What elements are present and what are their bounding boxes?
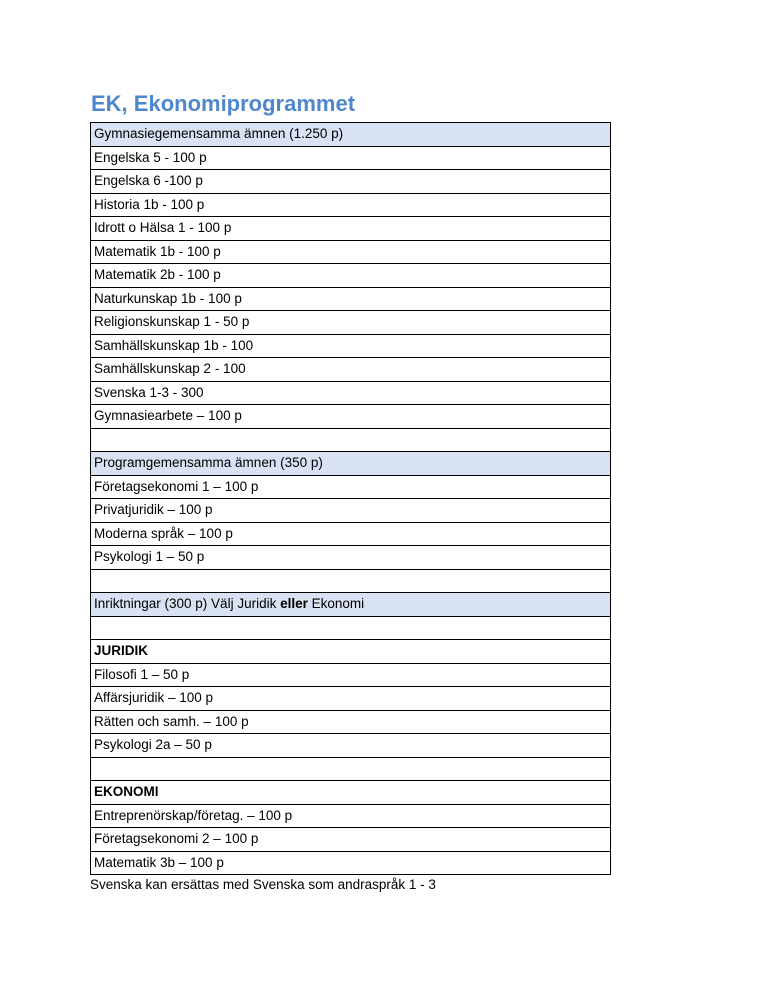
course-row xyxy=(91,240,611,264)
course-cell: Samhällskunskap 2 - 100 xyxy=(91,358,611,382)
course-cell: Matematik 1b - 100 p xyxy=(91,240,611,264)
course-row xyxy=(91,804,611,828)
course-row xyxy=(91,193,611,217)
section-header-cell: Programgemensamma ämnen (350 p) xyxy=(91,452,611,476)
course-row xyxy=(91,405,611,429)
course-cell: Rätten och samh. – 100 p xyxy=(91,710,611,734)
course-row xyxy=(91,170,611,194)
track-heading-row xyxy=(91,781,611,805)
course-cell: Psykologi 1 – 50 p xyxy=(91,546,611,570)
empty-cell xyxy=(91,616,611,640)
course-cell: Samhällskunskap 1b - 100 xyxy=(91,334,611,358)
course-row xyxy=(91,710,611,734)
header-text: Inriktningar (300 p) Välj Juridik xyxy=(94,596,281,612)
header-text: Ekonomi xyxy=(307,596,365,612)
header-emphasis: eller xyxy=(280,596,308,612)
empty-cell xyxy=(91,569,611,593)
course-cell: Matematik 3b – 100 p xyxy=(91,851,611,875)
course-table xyxy=(90,122,611,875)
course-cell: Religionskunskap 1 - 50 p xyxy=(91,311,611,335)
section-header-cell: Gymnasiegemensamma ämnen (1.250 p) xyxy=(91,123,611,147)
course-row xyxy=(91,734,611,758)
empty-row xyxy=(91,616,611,640)
empty-cell xyxy=(91,757,611,781)
course-cell: Gymnasiearbete – 100 p xyxy=(91,405,611,429)
course-row xyxy=(91,475,611,499)
course-cell: Psykologi 2a – 50 p xyxy=(91,734,611,758)
section-header-row xyxy=(91,593,611,617)
course-row xyxy=(91,358,611,382)
course-row xyxy=(91,146,611,170)
course-row xyxy=(91,663,611,687)
track-heading-row xyxy=(91,640,611,664)
course-row xyxy=(91,546,611,570)
page-title: EK, Ekonomiprogrammet xyxy=(91,91,356,116)
course-cell: Naturkunskap 1b - 100 p xyxy=(91,287,611,311)
course-cell: Idrott o Hälsa 1 - 100 p xyxy=(91,217,611,241)
course-cell: Privatjuridik – 100 p xyxy=(91,499,611,523)
course-cell: Historia 1b - 100 p xyxy=(91,193,611,217)
course-row xyxy=(91,287,611,311)
course-row xyxy=(91,264,611,288)
section-header-row xyxy=(91,452,611,476)
track-heading-cell: JURIDIK xyxy=(91,640,611,664)
empty-row xyxy=(91,757,611,781)
course-cell: Matematik 2b - 100 p xyxy=(91,264,611,288)
course-cell: Företagsekonomi 2 – 100 p xyxy=(91,828,611,852)
course-row xyxy=(91,499,611,523)
course-row xyxy=(91,851,611,875)
track-heading-cell: EKONOMI xyxy=(91,781,611,805)
course-row xyxy=(91,687,611,711)
section-header-row xyxy=(91,123,611,147)
course-row xyxy=(91,381,611,405)
course-cell: Engelska 5 - 100 p xyxy=(91,146,611,170)
course-cell: Företagsekonomi 1 – 100 p xyxy=(91,475,611,499)
course-cell: Svenska 1-3 - 300 xyxy=(91,381,611,405)
course-cell: Engelska 6 -100 p xyxy=(91,170,611,194)
course-row xyxy=(91,334,611,358)
empty-cell xyxy=(91,428,611,452)
course-row xyxy=(91,217,611,241)
section-header-cell xyxy=(91,593,611,617)
course-row xyxy=(91,828,611,852)
course-cell: Moderna språk – 100 p xyxy=(91,522,611,546)
course-cell: Affärsjuridik – 100 p xyxy=(91,687,611,711)
course-table-body xyxy=(91,123,611,875)
empty-row xyxy=(91,428,611,452)
course-cell: Entreprenörskap/företag. – 100 p xyxy=(91,804,611,828)
course-row xyxy=(91,311,611,335)
empty-row xyxy=(91,569,611,593)
course-cell: Filosofi 1 – 50 p xyxy=(91,663,611,687)
footnote: Svenska kan ersättas med Svenska som andraspråk 1 - 3 xyxy=(90,877,436,892)
course-row xyxy=(91,522,611,546)
